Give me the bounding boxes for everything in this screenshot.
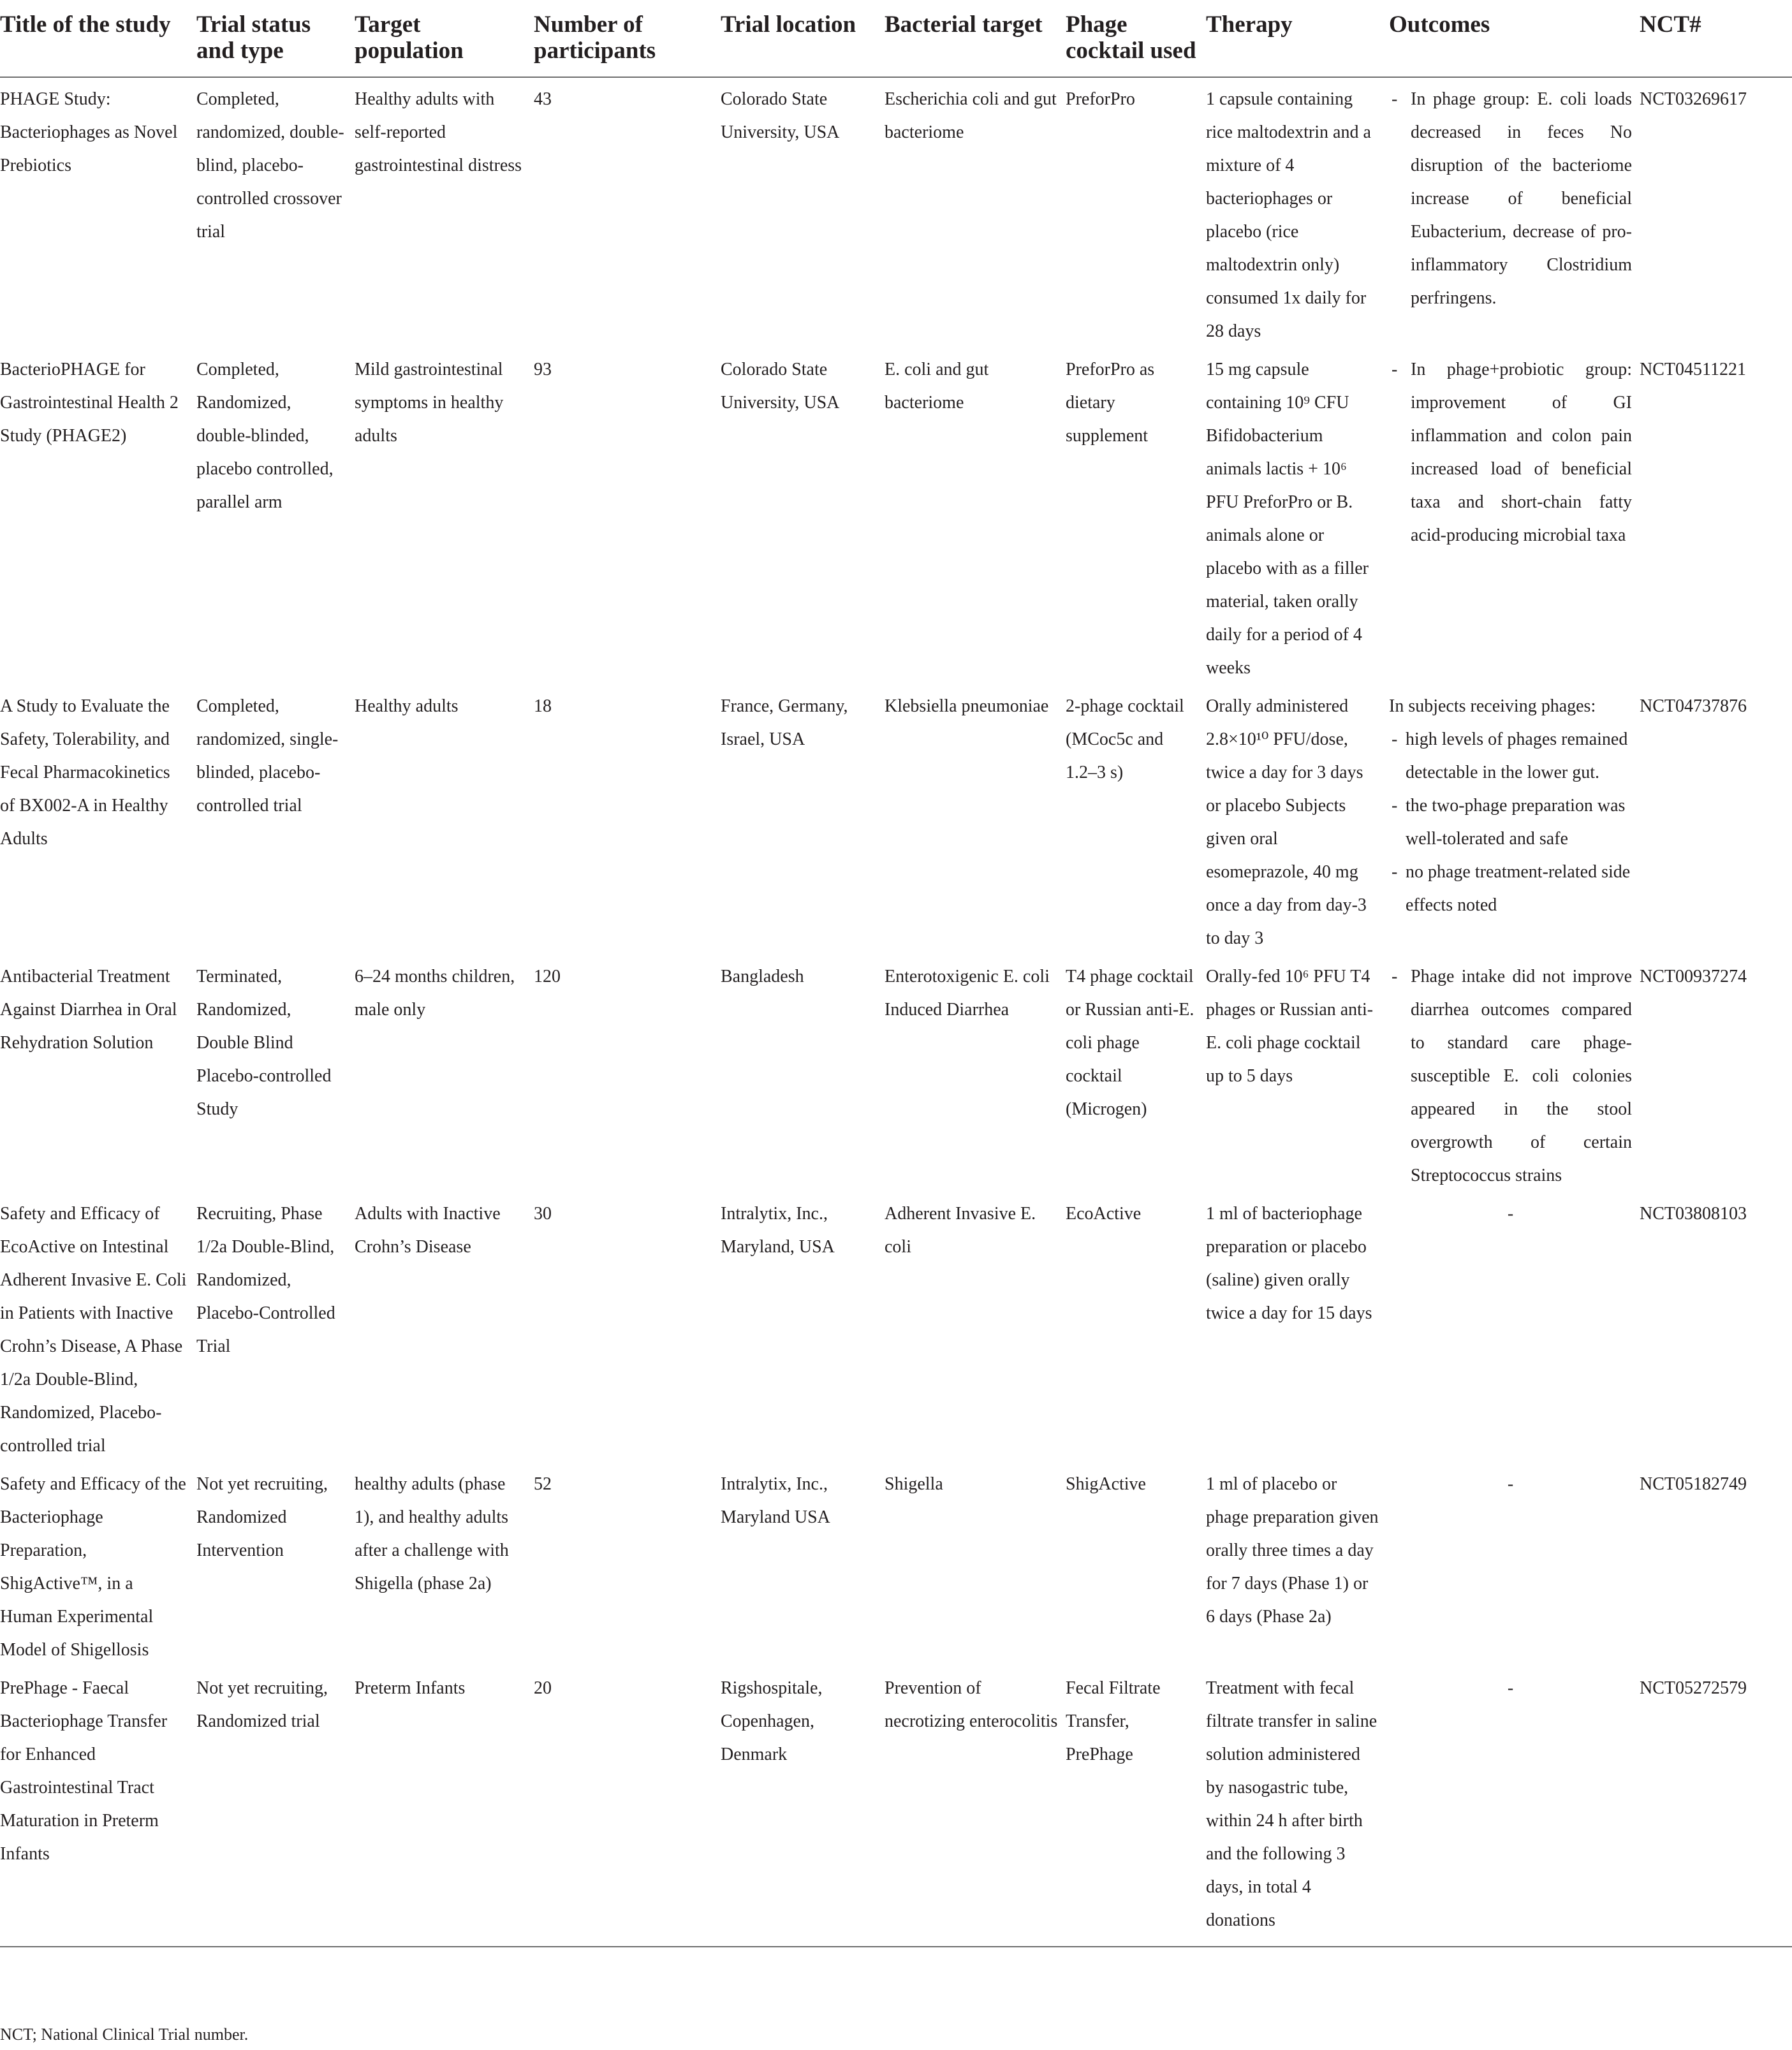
header-target-population: Target population [355,11,464,64]
cell-phage-cocktail: ShigActive [1066,1474,1146,1494]
cell-target-population: Healthy adults [355,696,459,716]
outcome-item: - no phage treatment-related side effects noted [1389,856,1632,922]
cell-participants: 120 [534,967,561,986]
cell-trial-location: France, Germany, Israel, USA [721,696,848,749]
cell-trial-status: Terminated, Randomized, Double Blind Placebo-controlled Study [196,967,332,1119]
cell-participants: 20 [534,1678,552,1698]
cell-phage-cocktail: PreforPro [1066,89,1135,109]
header-bacterial-target: Bacterial target [885,11,1043,38]
cell-trial-location: Colorado State University, USA [721,360,840,413]
table-header-row [0,0,1792,77]
header-nct: NCT# [1640,11,1701,38]
cell-participants: 43 [534,89,552,109]
outcome-item: - high levels of phages remained detectable in the lower gut. [1389,723,1632,789]
cell-bacterial-target: Adherent Invasive E. coli [885,1204,1036,1257]
cell-therapy: Treatment with fecal filtrate transfer in saline solution administered by nasogastric tube, within 24 h after birth and the following 3 days, in total 4 donations [1206,1678,1377,1930]
outcomes-intro: In subjects receiving phages: [1389,696,1596,716]
cell-trial-status: Completed, randomized, single-blinded, placebo-controlled trial [196,696,339,816]
cell-therapy: 1 capsule containing rice maltodextrin and a mixture of 4 bacteriophages or placebo (rice maltodextrin only) consumed 1x daily for 28 days [1206,89,1371,341]
cell-trial-location: Colorado State University, USA [721,89,840,142]
cell-participants: 30 [534,1204,552,1224]
cell-outcomes: - [1507,1204,1514,1224]
cell-phage-cocktail: Fecal Filtrate Transfer, PrePhage [1066,1678,1161,1764]
table-row [0,1667,1792,1947]
cell-title: Safety and Efficacy of the Bacteriophage Preparation, ShigActive™, in a Human Experimental Model of Shigellosis [0,1474,186,1660]
cell-title: PrePhage - Faecal Bacteriophage Transfer for Enhanced Gastrointestinal Tract Maturation in Preterm Infants [0,1678,168,1864]
cell-trial-status: Not yet recruiting, Randomized trial [196,1678,328,1731]
cell-bacterial-target: Shigella [885,1474,943,1494]
cell-bacterial-target: E. coli and gut bacteriome [885,360,989,413]
cell-participants: 52 [534,1474,552,1494]
header-participants: Number of participants [534,11,656,64]
outcome-item: - In phage group: E. coli loads decreased in feces No disruption of the bacteriome increase of beneficial Eubacterium, decrease of pro-inflammatory Clostridium perfringens. [1389,83,1632,315]
cell-nct: NCT04737876 [1640,696,1747,716]
table-footnote: NCT; National Clinical Trial number. [0,2025,249,2044]
cell-target-population: Preterm Infants [355,1678,466,1698]
outcomes-list [1389,83,1632,315]
cell-nct: NCT03808103 [1640,1204,1747,1224]
cell-title: A Study to Evaluate the Safety, Tolerability, and Fecal Pharmacokinetics of BX002-A in Healthy Adults [0,696,170,849]
outcomes-list [1389,960,1632,1192]
header-trial-location: Trial location [721,11,856,38]
cell-trial-status: Recruiting, Phase 1/2a Double-Blind, Randomized, Placebo-Controlled Trial [196,1204,335,1356]
cell-therapy: Orally administered 2.8×10¹⁰ PFU/dose, twice a day for 3 days or placebo Subjects given oral esomeprazole, 40 mg once a day from day-3 to day 3 [1206,696,1367,948]
cell-nct: NCT03269617 [1640,89,1747,109]
cell-therapy: 1 ml of bacteriophage preparation or placebo (saline) given orally twice a day for 15 days [1206,1204,1372,1323]
header-therapy: Therapy [1206,11,1293,38]
cell-nct: NCT04511221 [1640,360,1746,379]
table-row [0,1463,1792,1667]
cell-title: Antibacterial Treatment Against Diarrhea in Oral Rehydration Solution [0,967,177,1053]
cell-participants: 18 [534,696,552,716]
cell-title: BacterioPHAGE for Gastrointestinal Health 2 Study (PHAGE2) [0,360,179,446]
outcome-item: - the two-phage preparation was well-tolerated and safe [1389,789,1632,856]
cell-therapy: Orally-fed 10⁶ PFU T4 phages or Russian anti-E. coli phage cocktail up to 5 days [1206,967,1374,1086]
cell-trial-location: Intralytix, Inc., Maryland, USA [721,1204,835,1257]
cell-phage-cocktail: T4 phage cocktail or Russian anti-E. coli phage cocktail (Microgen) [1066,967,1194,1119]
table-row [0,1192,1792,1463]
cell-phage-cocktail: PreforPro as dietary supplement [1066,360,1155,446]
cell-target-population: 6–24 months children, male only [355,967,515,1020]
cell-trial-status: Not yet recruiting, Randomized Intervention [196,1474,328,1560]
cell-target-population: Healthy adults with self-reported gastrointestinal distress [355,89,522,175]
cell-trial-location: Intralytix, Inc., Maryland USA [721,1474,830,1527]
cell-nct: NCT05272579 [1640,1678,1747,1698]
outcomes-list [1389,723,1632,922]
cell-title: PHAGE Study: Bacteriophages as Novel Prebiotics [0,89,178,175]
table-body [0,77,1792,1947]
cell-bacterial-target: Prevention of necrotizing enterocolitis [885,1678,1058,1731]
cell-bacterial-target: Klebsiella pneumoniae [885,696,1049,716]
cell-phage-cocktail: 2-phage cocktail (MCoc5c and 1.2–3 s) [1066,696,1184,782]
cell-target-population: Adults with Inactive Crohn’s Disease [355,1204,501,1257]
cell-trial-location: Rigshospitale, Copenhagen, Denmark [721,1678,823,1764]
cell-phage-cocktail: EcoActive [1066,1204,1142,1224]
outcomes-list [1389,353,1632,552]
table-row [0,348,1792,685]
cell-bacterial-target: Enterotoxigenic E. coli Induced Diarrhea [885,967,1050,1020]
cell-trial-status: Completed, randomized, double-blind, placebo-controlled crossover trial [196,89,344,242]
cell-nct: NCT05182749 [1640,1474,1747,1494]
cell-target-population: healthy adults (phase 1), and healthy adults after a challenge with Shigella (phase 2a) [355,1474,509,1593]
table-row [0,685,1792,955]
cell-outcomes [1389,348,1640,685]
cell-outcomes: - [1507,1474,1514,1494]
cell-bacterial-target: Escherichia coli and gut bacteriome [885,89,1057,142]
cell-title: Safety and Efficacy of EcoActive on Intestinal Adherent Invasive E. Coli in Patients with Inactive Crohn’s Disease, A Phase 1/2a Double-Blind, Randomized, Placebo-controlled trial [0,1204,187,1456]
cell-therapy: 1 ml of placebo or phage preparation given orally three times a day for 7 days (Phase 1) or 6 days (Phase 2a) [1206,1474,1379,1627]
cell-target-population: Mild gastrointestinal symptoms in healthy adults [355,360,504,446]
outcome-item: - In phage+probiotic group: improvement of GI inflammation and colon pain increased load of beneficial taxa and short-chain fatty acid-producing microbial taxa [1389,353,1632,552]
outcome-item: - Phage intake did not improve diarrhea outcomes compared to standard care phage-susceptible E. coli colonies appeared in the stool overgrowth of certain Streptococcus strains [1389,960,1632,1192]
cell-therapy: 15 mg capsule containing 10⁹ CFU Bifidobacterium animals lactis + 10⁶ PFU PreforPro or B. animals alone or placebo with as a filler material, taken orally daily for a period of 4 weeks [1206,360,1369,678]
cell-outcomes [1389,77,1640,348]
cell-trial-status: Completed, Randomized, double-blinded, placebo controlled, parallel arm [196,360,334,512]
header-outcomes: Outcomes [1389,11,1490,38]
header-title: Title of the study [0,11,171,38]
cell-participants: 93 [534,360,552,379]
table-row [0,955,1792,1192]
cell-outcomes [1389,685,1640,955]
cell-trial-location: Bangladesh [721,967,804,986]
cell-nct: NCT00937274 [1640,967,1747,986]
cell-outcomes: - [1507,1678,1514,1698]
table-row [0,77,1792,348]
header-trial-status: Trial status and type [196,11,311,64]
cell-outcomes [1389,955,1640,1192]
header-phage-cocktail: Phage cocktail used [1066,11,1196,64]
